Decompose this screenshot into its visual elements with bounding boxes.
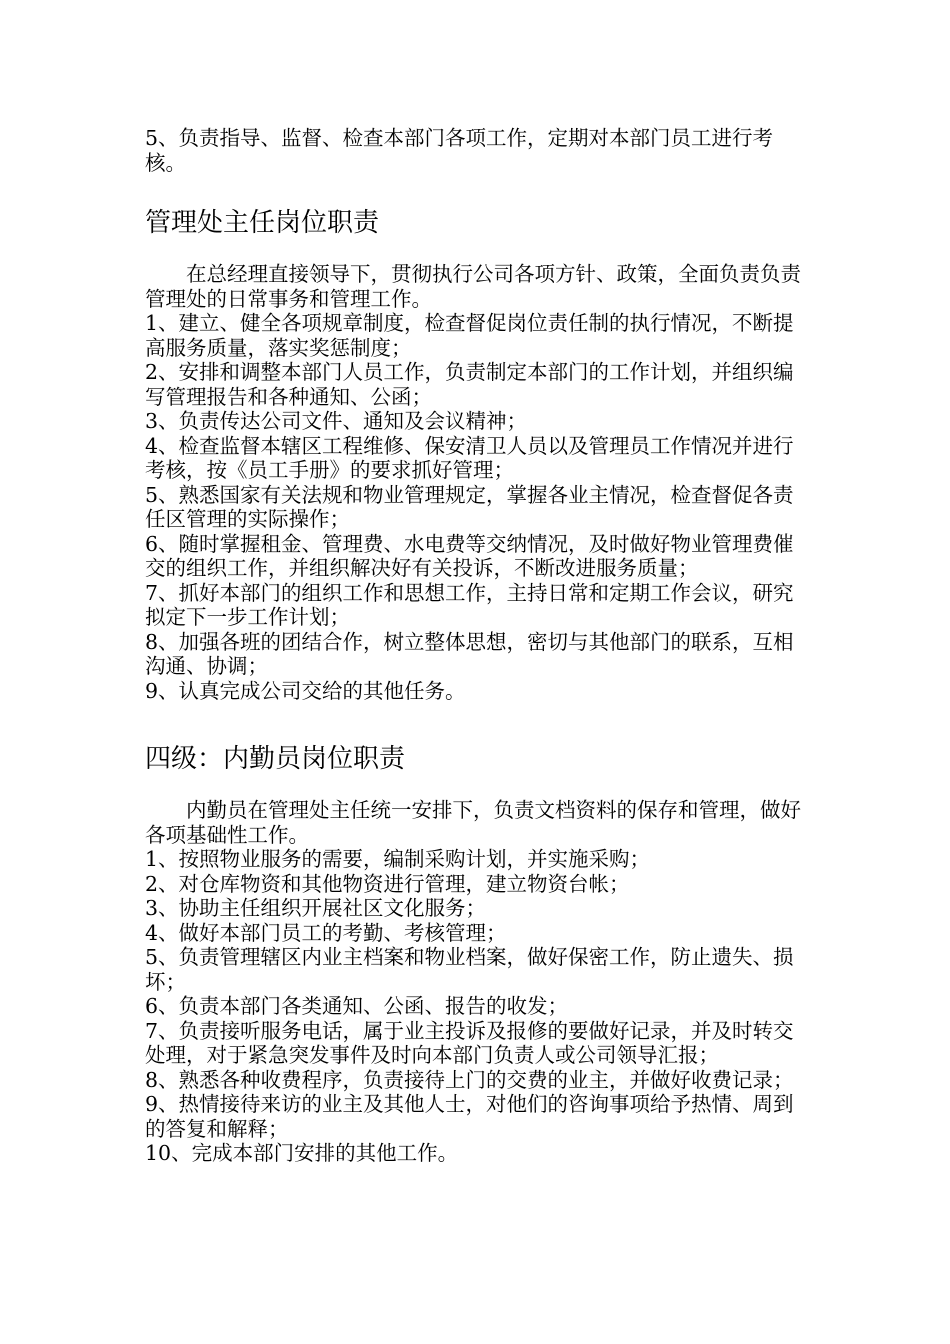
section-2-item: 5、负责管理辖区内业主档案和物业档案，做好保密工作，防止遗失、损坏；	[145, 945, 794, 994]
section-1-item: 1、建立、健全各项规章制度，检查督促岗位责任制的执行情况，不断提高服务质量，落实奖惩制度；	[145, 311, 794, 360]
section-1-item: 3、负责传达公司文件、通知及会议精神；	[145, 409, 528, 433]
section-2-item: 7、负责接听服务电话，属于业主投诉及报修的要做好记录，并及时转交处理，对于紧急突发事件及时向本部门负责人或公司领导汇报；	[145, 1018, 794, 1067]
section-2-paragraph: 内勤员在管理处主任统一安排下，负责文档资料的保存和管理，做好各项基础性工作。	[145, 798, 801, 847]
section-1-item: 8、加强各班的团结合作，树立整体思想，密切与其他部门的联系，互相沟通、协调；	[145, 629, 794, 678]
section-1-title: 管理处主任岗位职责	[145, 208, 380, 238]
section-1-item: 7、抓好本部门的组织工作和思想工作，主持日常和定期工作会议，研究拟定下一步工作计划；	[145, 580, 794, 629]
section-1-item: 2、安排和调整本部门人员工作，负责制定本部门的工作计划，并组织编写管理报告和各种通知、公函；	[145, 360, 794, 409]
section-1-item: 4、检查监督本辖区工程维修、保安清卫人员以及管理员工作情况并进行考核，按《员工手册》的要求抓好管理；	[145, 433, 794, 482]
section-2-item: 9、热情接待来访的业主及其他人士，对他们的咨询事项给予热情、周到的答复和解释；	[145, 1092, 794, 1141]
section-2-item: 3、协助主任组织开展社区文化服务；	[145, 896, 487, 920]
section-2-body	[145, 798, 810, 1166]
intro-item-5: 5、负责指导、监督、检查本部门各项工作，定期对本部门员工进行考核。	[145, 126, 774, 175]
section-2-title: 四级：内勤员岗位职责	[145, 744, 406, 774]
intro-block	[145, 126, 810, 175]
section-2-item: 2、对仓库物资和其他物资进行管理，建立物资台帐；	[145, 871, 630, 896]
section-2-item: 4、做好本部门员工的考勤、考核管理；	[145, 920, 507, 945]
section-2-item: 1、按照物业服务的需要，编制采购计划，并实施采购；	[145, 847, 651, 871]
section-2-item: 6、负责本部门各类通知、公函、报告的收发；	[145, 994, 569, 1018]
section-2-item: 10、完成本部门安排的其他工作。	[145, 1141, 459, 1165]
section-1-item: 9、认真完成公司交给的其他任务。	[145, 678, 466, 703]
section-1-paragraph: 在总经理直接领导下，贯彻执行公司各项方针、政策，全面负责负责管理处的日常事务和管理工作。	[145, 262, 801, 311]
section-1-body	[145, 262, 810, 703]
section-2-item: 8、熟悉各种收费程序，负责接待上门的交费的业主，并做好收费记录；	[145, 1067, 794, 1092]
section-1-item: 6、随时掌握租金、管理费、水电费等交纳情况，及时做好物业管理费催交的组织工作，并组织解决好有关投诉，不断改进服务质量；	[145, 531, 794, 580]
section-1-item: 5、熟悉国家有关法规和物业管理规定，掌握各业主情况，检查督促各责任区管理的实际操作；	[145, 482, 794, 531]
